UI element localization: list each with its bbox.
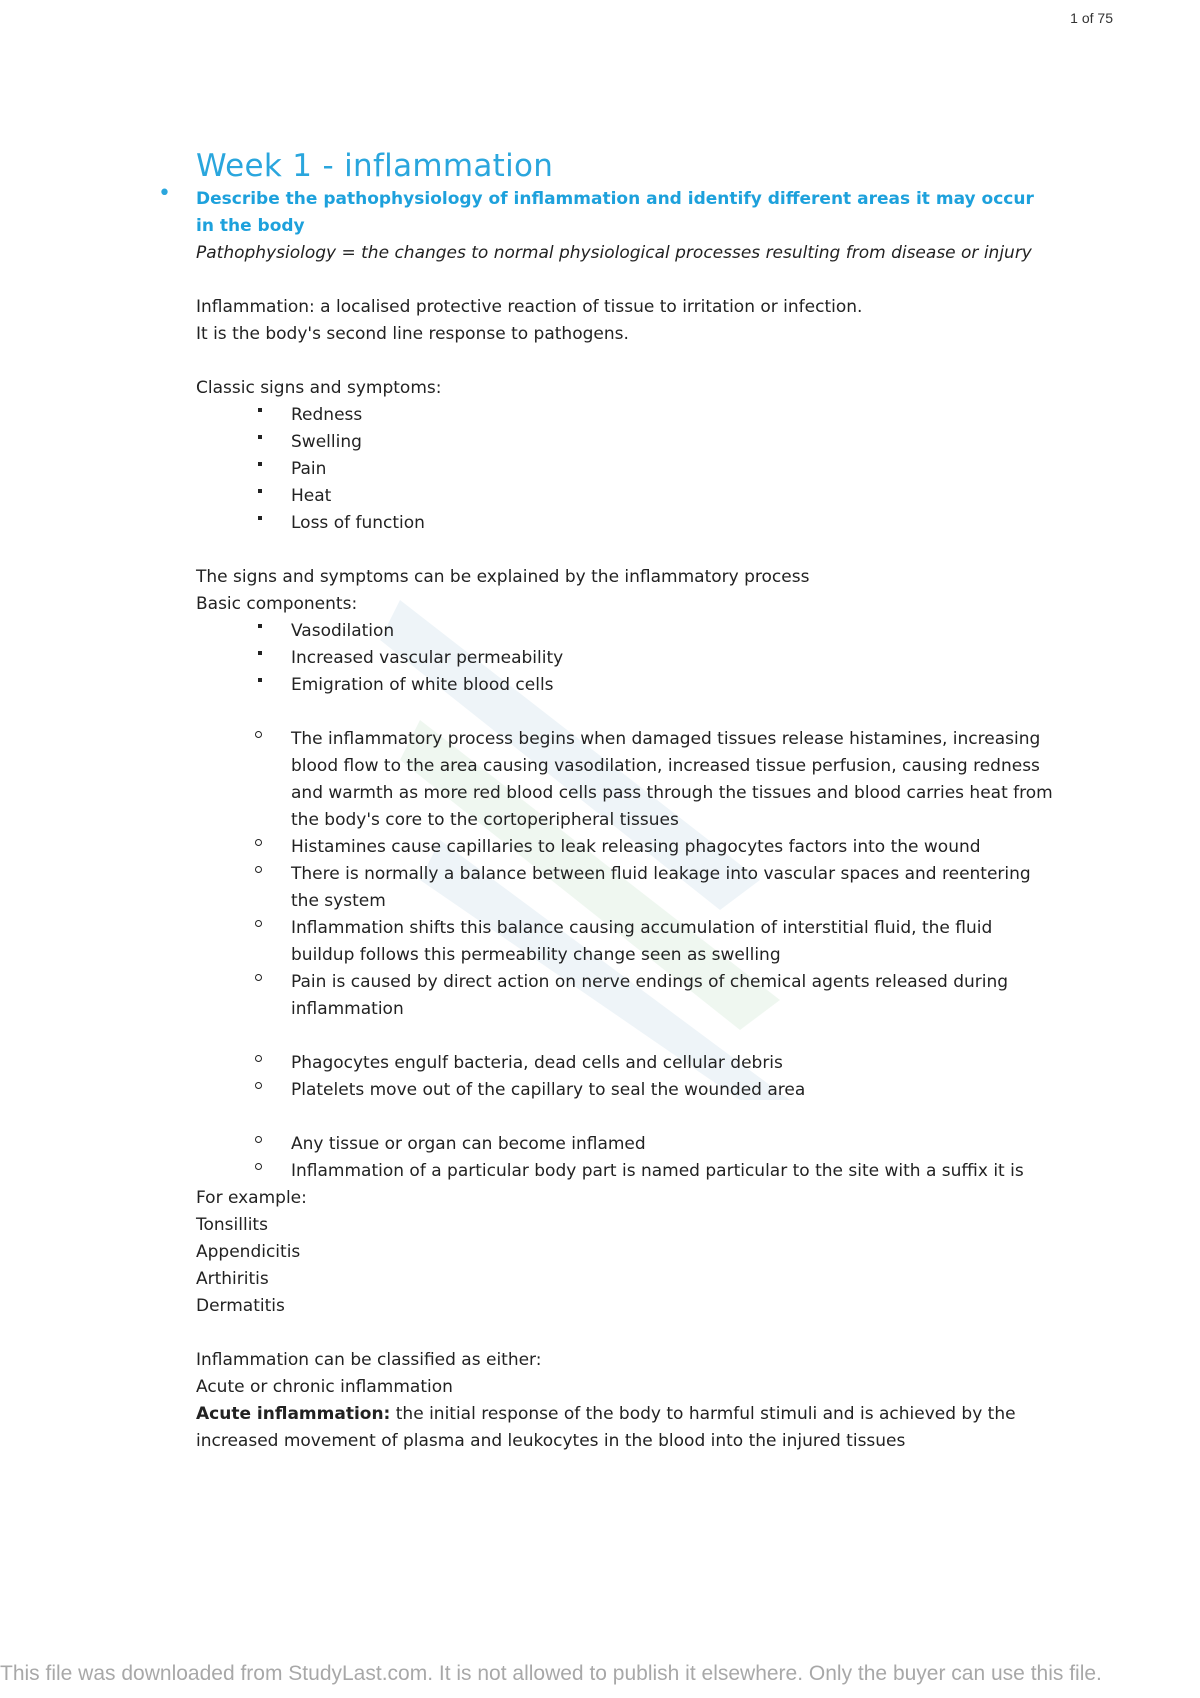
acute-definition: the initial response of the body to harmful stimuli and is achieved by the increased movement of plasma and leukocytes in the blood into the injured tissues — [196, 1404, 1016, 1451]
list-item: Any tissue or organ can become inflamed — [291, 1131, 1056, 1158]
list-item: Inflammation of a particular body part is named particular to the site with a suffix it is — [291, 1158, 1056, 1185]
process-intro: The signs and symptoms can be explained by the inflammatory process — [196, 567, 810, 587]
signs-list — [196, 402, 1056, 537]
signs-heading: Classic signs and symptoms: — [196, 378, 442, 398]
list-item: Inflammation shifts this balance causing accumulation of interstitial fluid, the fluid buildup follows this permeability change seen as swelling — [291, 915, 1056, 969]
question-heading: Describe the pathophysiology of inflammation and identify different areas it may occur in the body — [196, 189, 1034, 236]
example-item: Appendicitis — [196, 1242, 301, 1262]
example-heading: For example: — [196, 1188, 307, 1208]
list-item: Redness — [291, 402, 1056, 429]
list-item: Vasodilation — [291, 618, 1056, 645]
list-item: Pain is caused by direct action on nerve endings of chemical agents released during inflammation — [291, 969, 1056, 1023]
intro-line: Inflammation: a localised protective reaction of tissue to irritation or infection. — [196, 297, 863, 317]
page-number: 1 of 75 — [1070, 10, 1113, 26]
list-item: Phagocytes engulf bacteria, dead cells and cellular debris — [291, 1050, 1056, 1077]
list-item: Emigration of white blood cells — [291, 672, 1056, 699]
example-item: Dermatitis — [196, 1296, 285, 1316]
pathophysiology-definition: Pathophysiology = the changes to normal physiological processes resulting from disease or injury — [196, 243, 1032, 263]
list-item: Heat — [291, 483, 1056, 510]
download-notice-footer: This file was downloaded from StudyLast.com. It is not allowed to publish it elsewhere. Only the buyer can use this file. — [0, 1662, 1102, 1685]
list-item: Platelets move out of the capillary to seal the wounded area — [291, 1077, 1056, 1104]
intro-line: It is the body's second line response to pathogens. — [196, 324, 629, 344]
tissue-points-list — [196, 1131, 1056, 1185]
list-item: Increased vascular permeability — [291, 645, 1056, 672]
question-row — [158, 181, 1056, 240]
document-body — [158, 146, 1056, 1455]
classification-heading: Inflammation can be classified as either: — [196, 1350, 542, 1370]
list-item: There is normally a balance between fluid leakage into vascular spaces and reentering the system — [291, 861, 1056, 915]
list-item: The inflammatory process begins when damaged tissues release histamines, increasing blood flow to the area causing vasodilation, increased tissue perfusion, causing redness and warmth as more red blood cells pass through the tissues and blood carries heat from the body's core to the cortoperipheral tissues — [291, 726, 1056, 834]
classification-types: Acute or chronic inflammation — [196, 1377, 453, 1397]
acute-inflammation-paragraph — [196, 1401, 1056, 1455]
list-item: Histamines cause capillaries to leak releasing phagocytes factors into the wound — [291, 834, 1056, 861]
acute-term: Acute inflammation: — [196, 1404, 391, 1424]
example-item: Tonsillits — [196, 1215, 268, 1235]
components-heading: Basic components: — [196, 594, 358, 614]
list-item: Swelling — [291, 429, 1056, 456]
page-title: Week 1 - inflammation — [196, 148, 554, 184]
process-points-list — [196, 726, 1056, 1023]
list-item: Loss of function — [291, 510, 1056, 537]
components-list — [196, 618, 1056, 699]
bullet-dot-icon: • — [158, 181, 171, 206]
list-item: Pain — [291, 456, 1056, 483]
phagocyte-points-list — [196, 1050, 1056, 1104]
example-item: Arthiritis — [196, 1269, 269, 1289]
